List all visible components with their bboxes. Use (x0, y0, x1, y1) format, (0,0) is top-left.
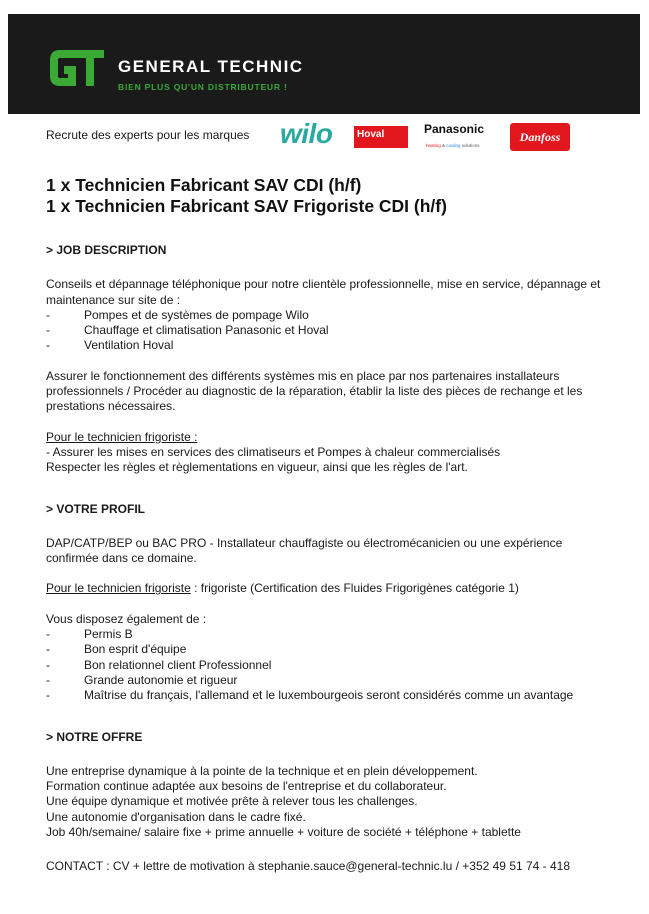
panasonic-subtitle: heating & cooling solutions (426, 143, 480, 148)
panasonic-logo: Panasonic (424, 122, 485, 136)
hoval-logo: Hoval (354, 126, 408, 148)
offre-line: Formation continue adaptée aux besoins de l'entreprise et du collaborateur. (46, 779, 447, 794)
list-item: - Chauffage et climatisation Panasonic et Hoval (46, 323, 606, 338)
brand-tagline: BIEN PLUS QU'UN DISTRIBUTEUR ! (118, 82, 288, 92)
wilo-logo: wilo (280, 118, 333, 149)
list-item: - Ventilation Hoval (46, 338, 606, 353)
danfoss-logo: Danfoss (510, 123, 570, 151)
offre-line: Une autonomie d'organisation dans le cadre fixé. (46, 809, 306, 824)
partner-brands (46, 118, 606, 154)
job-description-intro: Conseils et dépannage téléphonique pour notre clientèle professionnelle, mise en service, dépannage et maintenance sur site de : (46, 277, 601, 307)
profil-frigoriste (46, 581, 606, 596)
job-title-1: 1 x Technicien Fabricant SAV CDI (h/f) (46, 175, 362, 195)
list-item: - Permis B (46, 627, 606, 642)
list-item: - Pompes et de systèmes de pompage Wilo (46, 308, 606, 323)
list-item: - Maîtrise du français, l'allemand et le luxembourgeois seront considérés comme un avantage (46, 688, 606, 703)
contact-line: CONTACT : CV + lettre de motivation à stephanie.sauce@general-technic.lu / +352 49 51 74 - 418 (46, 859, 571, 874)
list-item: - Bon relationnel client Professionnel (46, 658, 606, 673)
profil-frigoriste-label: Pour le technicien frigoriste (46, 581, 191, 596)
offre-line: Une équipe dynamique et motivée prête à relever tous les challenges. (46, 794, 418, 809)
job-title-2: 1 x Technicien Fabricant SAV Frigoriste CDI (h/f) (46, 196, 447, 216)
profil-disposez: Vous disposez également de : (46, 611, 207, 626)
profil-paragraph: DAP/CATP/BEP ou BAC PRO - Installateur chauffagiste ou électromécanicien ou une expérience confirmée dans ce domaine. (46, 535, 563, 566)
frigoriste-label: Pour le technicien frigoriste : (46, 429, 198, 444)
list-item: - Bon esprit d'équipe (46, 642, 606, 657)
frigoriste-line-1: - Assurer les mises en services des climatiseurs et Pompes à chaleur commercialisés (46, 444, 501, 459)
job-description-heading: > JOB DESCRIPTION (46, 243, 167, 257)
profil-frigoriste-text: : frigoriste (Certification des Fluides Frigorigènes catégorie 1) (190, 581, 519, 596)
job-description-paragraph: Assurer le fonctionnement des différents systèmes mis en place par nos partenaires installateurs professionnels / Procéder au diagnostic de la réparation, établir la liste des pièces de rechange et les prestations nécessaires. (46, 368, 583, 414)
brands-label: Recrute des experts pour les marques (46, 128, 250, 142)
offre-heading: > NOTRE OFFRE (46, 729, 143, 744)
offre-line: Une entreprise dynamique à la pointe de la technique et en plein développement. (46, 763, 478, 778)
profil-list (46, 627, 606, 703)
general-technic-logo-icon (46, 44, 106, 92)
frigoriste-line-2: Respecter les règles et règlementations en vigueur, ainsi que les règles de l'art. (46, 460, 468, 475)
brand-name: GENERAL TECHNIC (118, 57, 304, 76)
header-banner (8, 14, 640, 114)
job-description-list (46, 308, 606, 354)
offre-line: Job 40h/semaine/ salaire fixe + prime annuelle + voiture de société + téléphone + tablette (46, 825, 521, 840)
job-posting-body (46, 175, 606, 875)
list-item: - Grande autonomie et rigueur (46, 673, 606, 688)
profil-heading: > VOTRE PROFIL (46, 501, 146, 516)
